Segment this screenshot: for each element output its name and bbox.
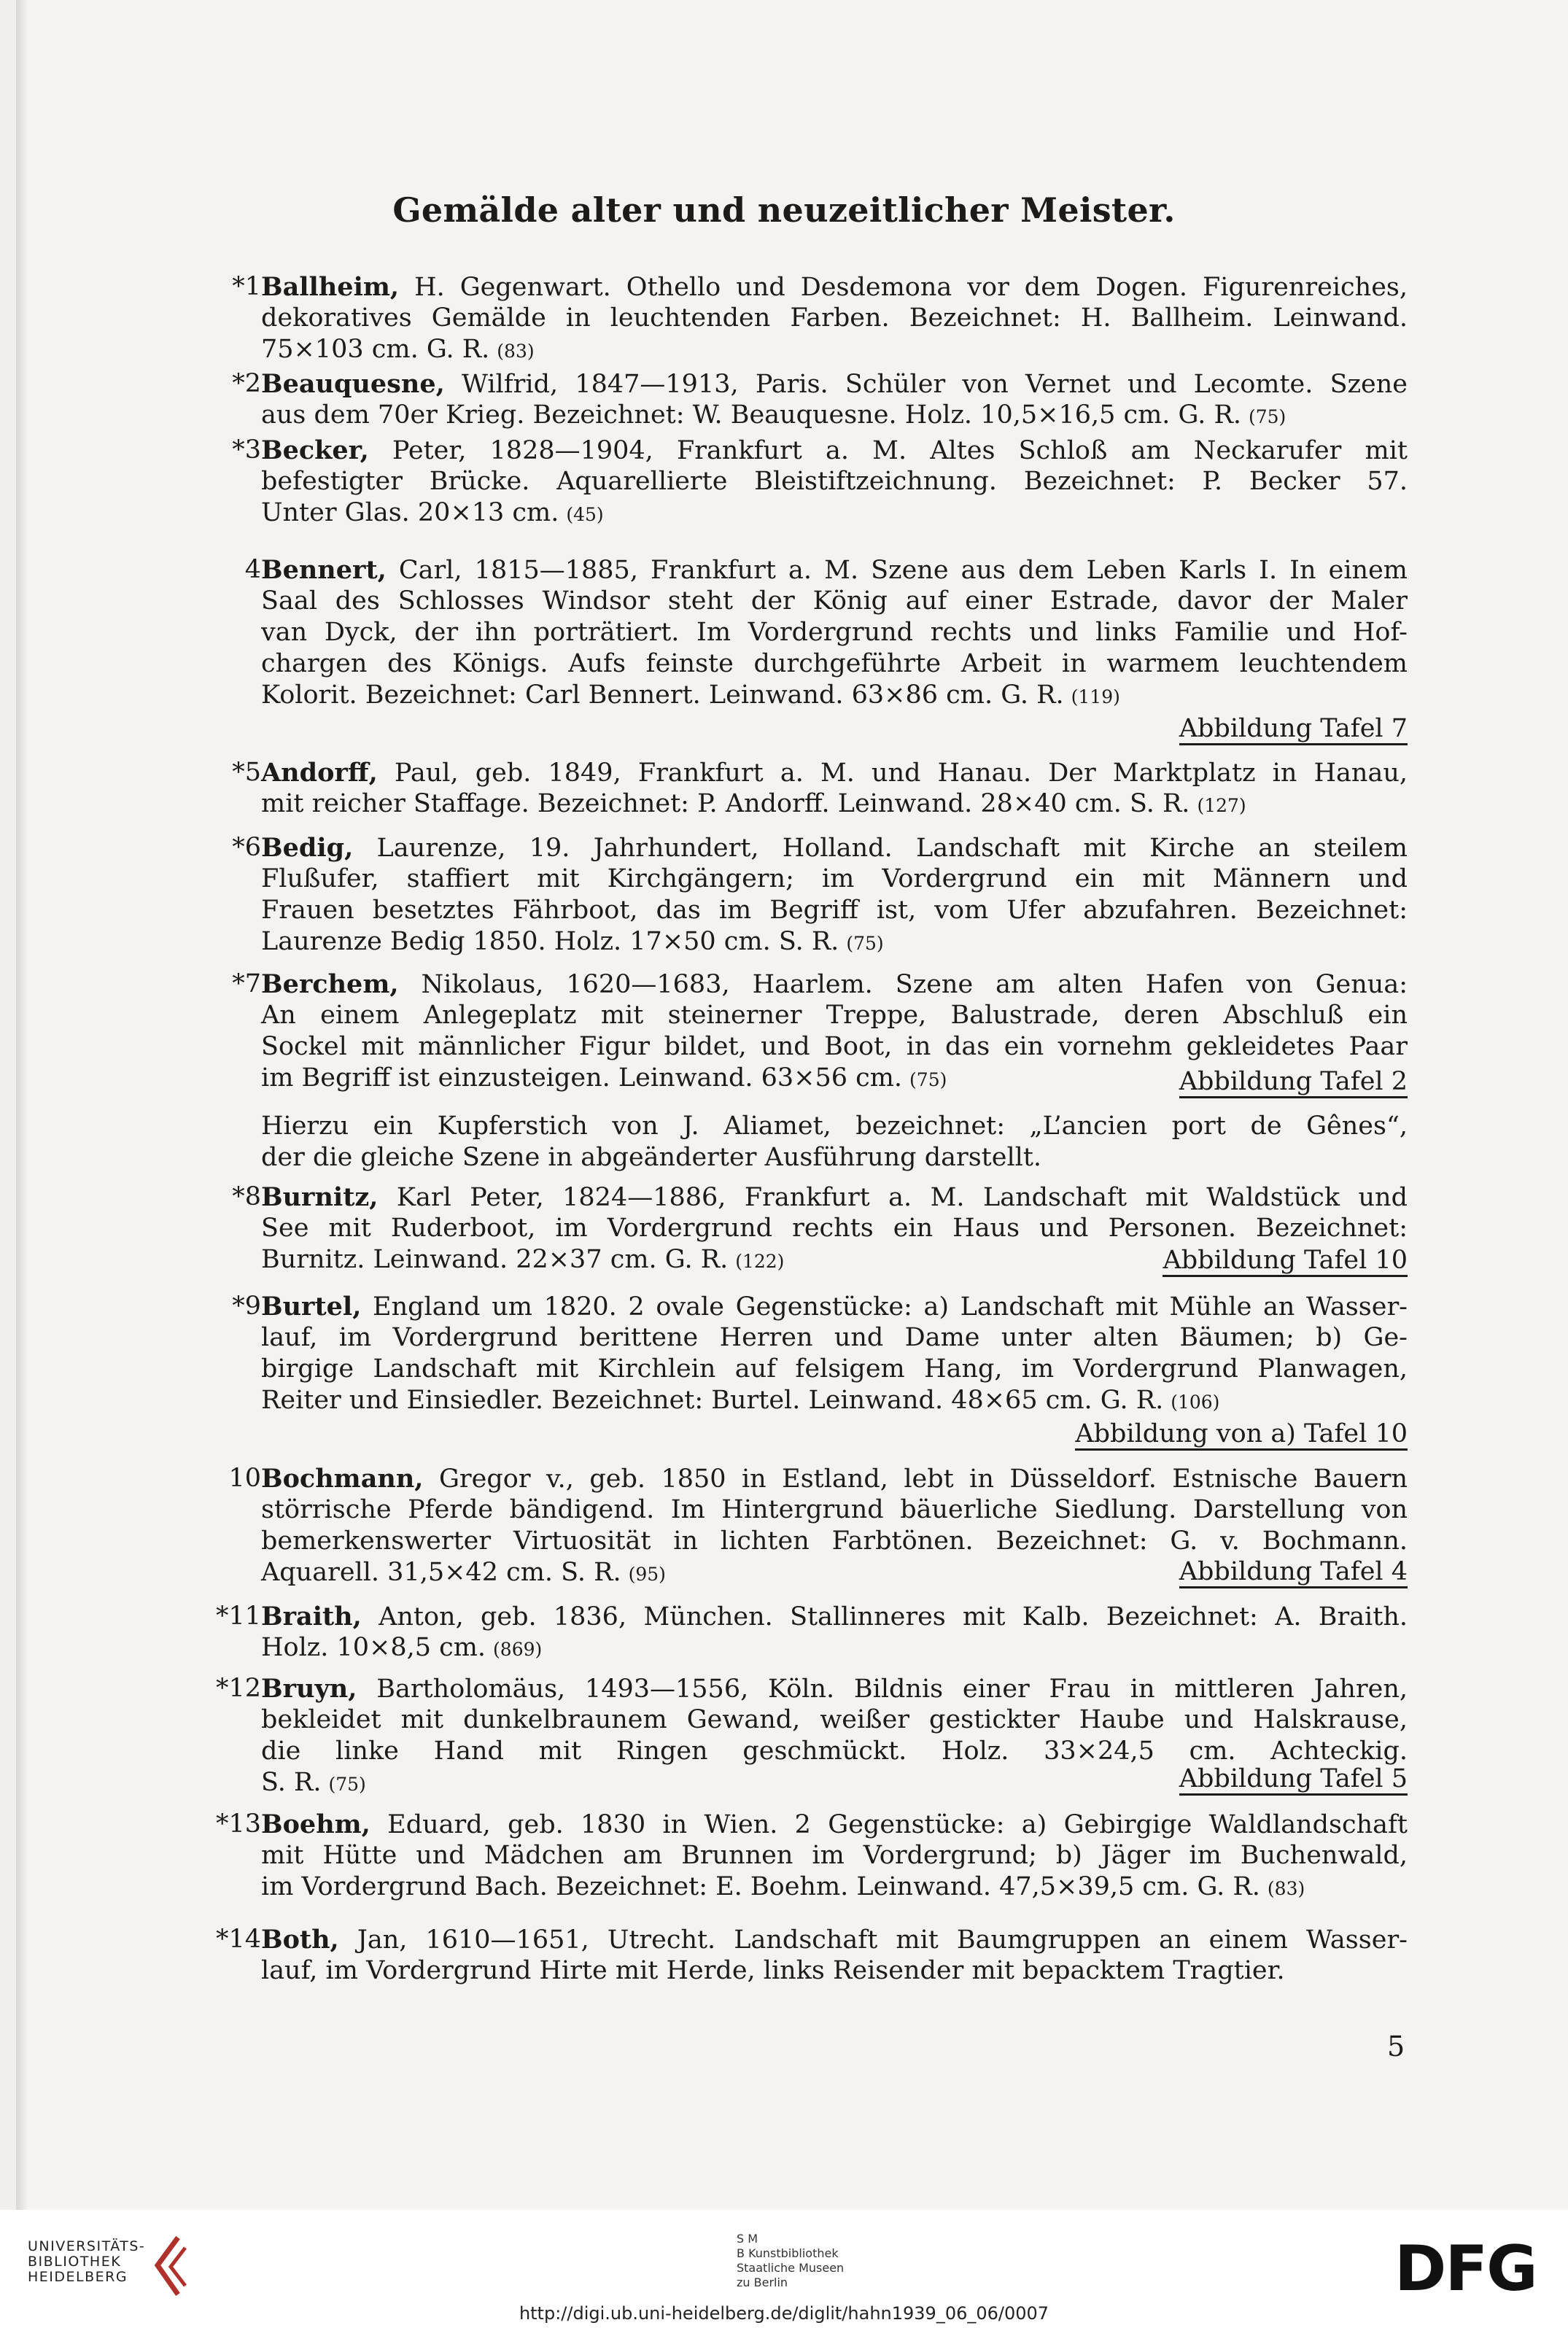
entry-text-line <box>261 1526 1408 1557</box>
entry-text-line <box>261 1000 1408 1031</box>
entry-text-line <box>261 1601 1408 1632</box>
artist-name: Andorff, <box>261 758 378 788</box>
entry-number: *11 <box>215 1602 261 1631</box>
entry-description: H. Gegenwart. Othello und Desdemona vor dem Dogen. Figurenreiches, <box>399 273 1408 302</box>
entry-number: *9 <box>232 1292 261 1321</box>
artist-name: Burtel, <box>261 1292 362 1322</box>
entry-description: Anton, geb. 1836, München. Stallinneres mit Kalb. Bezeichnet: A. Braith. <box>361 1602 1408 1631</box>
entry-text-line <box>261 400 1408 431</box>
entry-description: dekoratives Gemälde in leuchtenden Farben. Bezeichnet: H. Ballheim. Leinwand. <box>261 303 1408 333</box>
plate-reference <box>1179 713 1408 746</box>
lot-reference: (75) <box>909 1069 947 1090</box>
entry-number: *12 <box>215 1674 261 1703</box>
entry-description: Aquarell. 31,5×42 cm. S. R. <box>261 1558 621 1587</box>
plate-reference <box>1075 1419 1408 1451</box>
entry-text-line <box>261 864 1408 895</box>
entry-text-line <box>261 895 1408 926</box>
entry-text-line <box>261 1704 1408 1736</box>
plate-reference-text: Abbildung Tafel 4 <box>1179 1557 1408 1588</box>
entry-number: 4 <box>244 555 261 584</box>
entry-text-line <box>261 1354 1408 1385</box>
library-name-line: HEIDELBERG <box>28 2269 128 2285</box>
entry-number: *8 <box>232 1182 261 1211</box>
entry-description: chargen des Königs. Aufs feinste durchgeführte Arbeit in warmem leuchtendem <box>261 649 1408 678</box>
artist-name: Both, <box>261 1925 339 1955</box>
entry-description: lauf, im Vordergrund berittene Herren und Dame unter alten Bäumen; b) Ge- <box>261 1323 1408 1352</box>
entry-text-line <box>261 1494 1408 1526</box>
plate-reference-text: Abbildung Tafel 7 <box>1179 714 1408 745</box>
entry-description: Frauen besetztes Fährboot, das im Begriff ist, vom Ufer abzufahren. Bezeichnet: <box>261 896 1408 925</box>
library-name-line: UNIVERSITÄTS- <box>28 2238 146 2254</box>
entry-description: Flußufer, staffiert mit Kirchgängern; im Vordergrund ein mit Männern und <box>261 864 1408 893</box>
entry-description: lauf, im Vordergrund Hirte mit Herde, links Reisender mit bepacktem Tragtier. <box>261 1956 1285 1985</box>
entry-text-line <box>261 1924 1408 1955</box>
entry-text-line <box>261 617 1408 648</box>
entry-text-line <box>261 926 1408 958</box>
entry-text-line <box>261 303 1408 334</box>
plate-reference-text: Abbildung Tafel 2 <box>1179 1067 1408 1098</box>
entry-text-line <box>261 1632 1408 1664</box>
entry-text-line <box>261 334 1408 365</box>
entry-note-line: Hierzu ein Kupferstich von J. Aliamet, bezeichnet: „L’ancien port de Gênes“, <box>261 1111 1408 1141</box>
lot-reference: (45) <box>566 504 604 525</box>
lot-reference: (127) <box>1197 795 1246 816</box>
entry-description: Karl Peter, 1824—1886, Frankfurt a. M. Landschaft mit Waldstück und <box>378 1183 1408 1212</box>
page-url-link[interactable]: http://digi.ub.uni-heidelberg.de/diglit/hahn1939_06_06/0007 <box>519 2303 1049 2324</box>
entry-description: mit Hütte und Mädchen am Brunnen im Vordergrund; b) Jäger im Buchenwald, <box>261 1841 1408 1870</box>
artist-name: Bochmann, <box>261 1464 424 1494</box>
plate-reference-text: Abbildung von a) Tafel 10 <box>1075 1419 1408 1451</box>
entry-description: bemerkenswerter Virtuosität in lichten Farbtönen. Bezeichnet: G. v. Bochmann. <box>261 1526 1408 1556</box>
entry-text-line <box>261 969 1408 1000</box>
entry-description: Nikolaus, 1620—1683, Haarlem. Szene am alten Hafen von Genua: <box>398 970 1408 999</box>
entry-text-line <box>261 1871 1408 1903</box>
entry-description: Wilfrid, 1847—1913, Paris. Schüler von Vernet und Lecomte. Szene <box>444 370 1408 399</box>
entry-description: im Vordergrund Bach. Bezeichnet: E. Boehm. Leinwand. 47,5×39,5 cm. G. R. <box>261 1872 1260 1901</box>
artist-name: Becker, <box>261 435 369 465</box>
entry-text-line <box>261 1736 1408 1767</box>
library-name-line: BIBLIOTHEK <box>28 2254 122 2270</box>
artist-name: Bruyn, <box>261 1674 357 1704</box>
artist-name: Boehm, <box>261 1809 370 1839</box>
lot-reference: (119) <box>1071 686 1120 707</box>
entry-description: Saal des Schlosses Windsor steht der König auf einer Estrade, davor der Maler <box>261 586 1408 616</box>
artist-name: Berchem, <box>261 969 399 999</box>
entry-description: 75×103 cm. G. R. <box>261 335 490 364</box>
entry-note-line: der die gleiche Szene in abgeänderter Ausführung darstellt. <box>261 1143 1042 1172</box>
entry-description: Paul, geb. 1849, Frankfurt a. M. und Hanau. Der Marktplatz in Hanau, <box>377 758 1408 788</box>
entry-text-line <box>261 554 1408 586</box>
entry-number: *6 <box>232 833 261 862</box>
page-number: 5 <box>1387 2030 1405 2063</box>
entry-text-line <box>261 1840 1408 1871</box>
entry-text-line <box>261 757 1408 788</box>
entry-number: *2 <box>232 369 261 398</box>
entry-description: Bartholomäus, 1493—1556, Köln. Bildnis einer Frau in mittleren Jahren, <box>357 1675 1408 1704</box>
entry-description: Eduard, geb. 1830 in Wien. 2 Gegenstücke: a) Gebirgige Waldlandschaft <box>370 1810 1408 1839</box>
collection-stamp <box>737 2232 844 2290</box>
entry-description: Sockel mit männlicher Figur bildet, und Boot, in das ein vornehm gekleidetes Paar <box>261 1032 1408 1061</box>
entry-number: *13 <box>215 1809 261 1839</box>
entry-description: mit reicher Staffage. Bezeichnet: P. Andorff. Leinwand. 28×40 cm. S. R. <box>261 789 1190 818</box>
entry-description: Burnitz. Leinwand. 22×37 cm. G. R. <box>261 1245 729 1274</box>
university-library-logo[interactable] <box>28 2239 145 2285</box>
stamp-line: B Kunstbibliothek <box>737 2246 839 2260</box>
entry-description: Holz. 10×8,5 cm. <box>261 1633 486 1662</box>
lot-reference: (75) <box>1248 406 1286 427</box>
plate-reference-text: Abbildung Tafel 10 <box>1163 1246 1408 1277</box>
entry-text-line <box>261 1385 1408 1416</box>
artist-name: Burnitz, <box>261 1182 379 1212</box>
entry-number: *14 <box>215 1925 261 1954</box>
artist-name: Ballheim, <box>261 272 400 302</box>
entry-description: Laurenze, 19. Jahrhundert, Holland. Landschaft mit Kirche an steilem <box>353 834 1408 863</box>
plate-reference <box>1179 1556 1408 1589</box>
entry-description: Peter, 1828—1904, Frankfurt a. M. Altes Schloß am Neckarufer mit <box>368 436 1408 465</box>
lot-reference: (83) <box>497 341 535 362</box>
entry-number: *7 <box>232 969 261 998</box>
entry-description: Unter Glas. 20×13 cm. <box>261 498 559 527</box>
lot-reference: (75) <box>846 933 884 954</box>
entry-text-line <box>261 1463 1408 1494</box>
lot-reference: (75) <box>328 1774 366 1795</box>
entry-text-line <box>261 271 1408 303</box>
lot-reference: (95) <box>628 1564 666 1585</box>
entry-description: befestigter Brücke. Aquarellierte Bleistiftzeichnung. Bezeichnet: P. Becker 57. <box>261 467 1408 496</box>
entry-text-line <box>261 1955 1408 1987</box>
plate-reference-text: Abbildung Tafel 5 <box>1179 1764 1408 1796</box>
entry-text-line <box>261 1213 1408 1244</box>
entry-text-line <box>261 1291 1408 1322</box>
entry-description: Gregor v., geb. 1850 in Estland, lebt in Düsseldorf. Estnische Bauern <box>423 1464 1408 1494</box>
entry-text-line <box>261 497 1408 529</box>
entry-description: birgige Landschaft mit Kirchlein auf felsigem Hang, im Vordergrund Planwagen, <box>261 1354 1408 1384</box>
entry-description: störrische Pferde bändigend. Im Hintergrund bäuerliche Siedlung. Darstellung von <box>261 1495 1408 1524</box>
entry-text-line <box>261 586 1408 617</box>
page-title: Gemälde alter und neuzeitlicher Meister. <box>392 190 1176 230</box>
footer-bar <box>0 2210 1568 2328</box>
artist-name: Beauquesne, <box>261 369 445 399</box>
entry-text-line <box>261 1031 1408 1063</box>
entry-description: Kolorit. Bezeichnet: Carl Bennert. Leinwand. 63×86 cm. G. R. <box>261 680 1064 710</box>
entry-description: Laurenze Bedig 1850. Holz. 17×50 cm. S. R. <box>261 927 839 956</box>
entry-description: England um 1820. 2 ovale Gegenstücke: a) Landschaft mit Mühle an Wasser- <box>361 1292 1408 1322</box>
entry-text-line <box>261 466 1408 497</box>
entry-description: bekleidet mit dunkelbraunem Gewand, weißer gestickter Haube und Halskrause, <box>261 1705 1408 1734</box>
entry-number: *1 <box>232 272 261 301</box>
lot-reference: (83) <box>1267 1878 1305 1899</box>
entry-text-line <box>261 1673 1408 1704</box>
plate-reference <box>1179 1066 1408 1099</box>
entry-description: aus dem 70er Krieg. Bezeichnet: W. Beauquesne. Holz. 10,5×16,5 cm. G. R. <box>261 400 1241 430</box>
entry-description: Reiter und Einsiedler. Bezeichnet: Burtel. Leinwand. 48×65 cm. G. R. <box>261 1386 1164 1415</box>
entry-description: van Dyck, der ihn porträtiert. Im Vordergrund rechts und links Familie und Hof- <box>261 618 1408 647</box>
entry-text-line <box>261 648 1408 680</box>
stamp-line: S M <box>737 2232 758 2246</box>
entry-number: 10 <box>228 1464 261 1493</box>
artist-name: Braith, <box>261 1602 362 1631</box>
entry-text-line <box>261 680 1408 711</box>
entry-text-line <box>261 368 1408 400</box>
entry-description: die linke Hand mit Ringen geschmückt. Holz. 33×24,5 cm. Achteckig. <box>261 1737 1408 1766</box>
entry-description: Jan, 1610—1651, Utrecht. Landschaft mit Baumgruppen an einem Wasser- <box>338 1925 1408 1955</box>
entry-text-line <box>261 788 1408 820</box>
plate-reference <box>1163 1245 1408 1278</box>
entry-text-line <box>261 1182 1408 1213</box>
entry-description: See mit Ruderboot, im Vordergrund rechts ein Haus und Personen. Bezeichnet: <box>261 1214 1408 1243</box>
entry-description: im Begriff ist einzusteigen. Leinwand. 63×56 cm. <box>261 1063 903 1093</box>
artist-name: Bennert, <box>261 555 387 585</box>
entry-text-line <box>261 1809 1408 1840</box>
artist-name: Bedig, <box>261 833 354 863</box>
lot-reference: (106) <box>1171 1392 1220 1413</box>
entry-description: An einem Anlegeplatz mit steinerner Treppe, Balustrade, deren Abschluß ein <box>261 1001 1408 1030</box>
entry-text-line <box>261 1322 1408 1354</box>
entry-text-line <box>261 435 1408 466</box>
entry-description: Carl, 1815—1885, Frankfurt a. M. Szene aus dem Leben Karls I. In einem <box>386 556 1408 585</box>
stamp-line: Staatliche Museen <box>737 2261 845 2275</box>
stamp-line: zu Berlin <box>737 2275 788 2289</box>
entry-description: S. R. <box>261 1768 322 1797</box>
entry-number: *5 <box>232 758 261 787</box>
heidelberg-logo-icon <box>149 2233 190 2299</box>
entry-text-line <box>261 832 1408 864</box>
dfg-logo[interactable]: DFG <box>1394 2232 1537 2305</box>
entry-number: *3 <box>232 435 261 465</box>
lot-reference: (122) <box>735 1251 785 1272</box>
lot-reference: (869) <box>493 1639 543 1660</box>
plate-reference <box>1179 1764 1408 1796</box>
